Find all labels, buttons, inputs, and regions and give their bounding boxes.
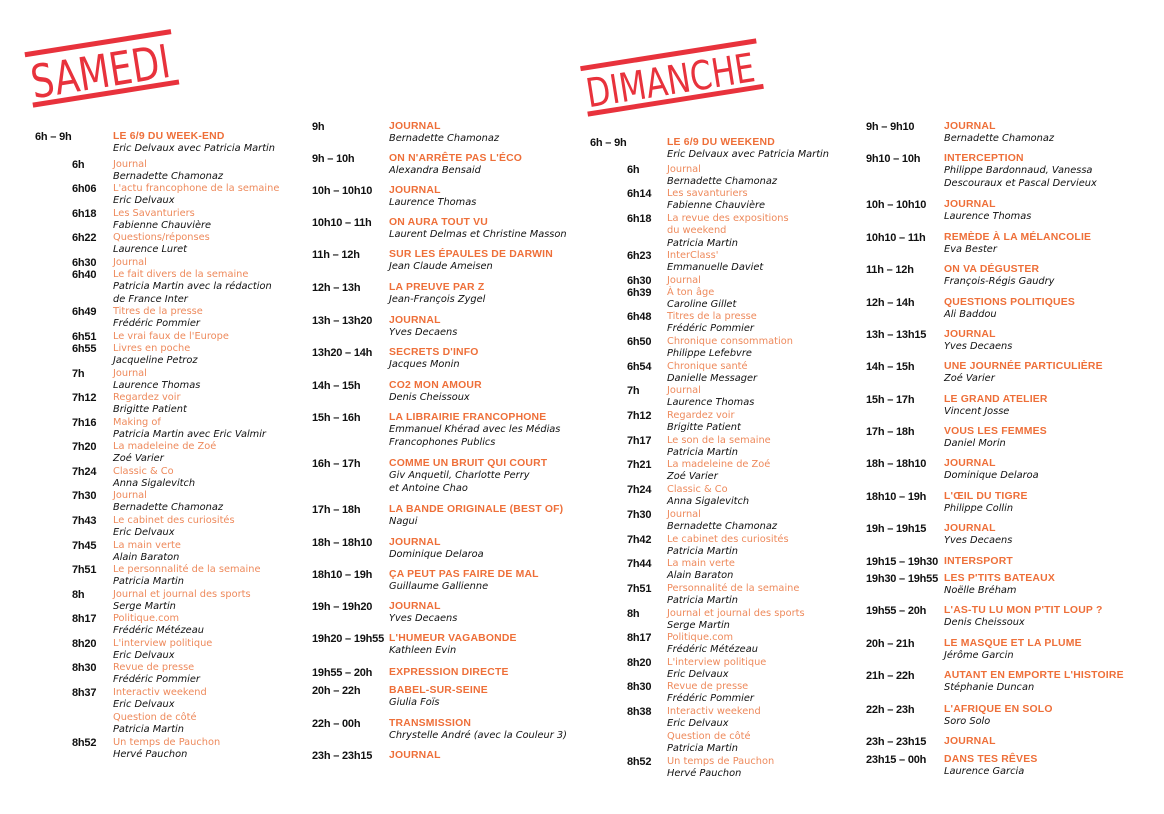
segment-title: Le personnalité de la semaine bbox=[113, 564, 261, 575]
presenter-name: de France Inter bbox=[113, 293, 188, 305]
presenter-name: Zoé Varier bbox=[944, 373, 995, 385]
segment-title: Classic & Co bbox=[667, 484, 728, 495]
program-title: JOURNAL bbox=[389, 315, 441, 326]
segment-title: Regardez voir bbox=[113, 392, 181, 403]
time-label: 7h12 bbox=[72, 392, 97, 404]
time-label: 22h – 23h bbox=[866, 704, 915, 716]
time-label: 7h16 bbox=[72, 417, 97, 429]
time-label: 23h – 23h15 bbox=[312, 750, 373, 762]
presenter-name: Eric Delvaux bbox=[667, 669, 729, 681]
program-title: AUTANT EN EMPORTE L'HISTOIRE bbox=[944, 670, 1124, 681]
time-label: 14h – 15h bbox=[866, 361, 915, 373]
presenter-name: Bernadette Chamonaz bbox=[389, 133, 500, 145]
presenter-name: Eric Delvaux bbox=[113, 527, 175, 539]
time-label: 20h – 21h bbox=[866, 638, 915, 650]
time-label: 8h52 bbox=[627, 756, 652, 768]
segment-title: InterClass' bbox=[667, 250, 719, 261]
segment-title: Question de côté bbox=[113, 711, 197, 723]
time-label: 6h18 bbox=[627, 213, 652, 225]
time-label: 7h30 bbox=[72, 490, 97, 502]
segment-title: Classic & Co bbox=[113, 466, 174, 477]
time-label: 6h22 bbox=[72, 232, 97, 244]
program-title: JOURNAL bbox=[944, 121, 996, 132]
segment-title: La main verte bbox=[113, 540, 181, 551]
segment-title: Le fait divers de la semaine bbox=[113, 269, 249, 280]
presenter-name: Laurent Delmas et Christine Masson bbox=[389, 229, 567, 241]
program-title: INTERCEPTION bbox=[944, 153, 1024, 164]
time-label: 8h bbox=[72, 589, 85, 601]
presenter-name: Anna Sigalevitch bbox=[113, 478, 196, 490]
presenter-name: Yves Decaens bbox=[389, 613, 458, 625]
time-label: 6h39 bbox=[627, 287, 652, 299]
segment-title: Question de côté bbox=[667, 730, 751, 742]
time-label: 10h – 10h10 bbox=[866, 199, 927, 211]
time-label: 19h – 19h20 bbox=[312, 601, 373, 613]
segment-title: L'actu francophone de la semaine bbox=[113, 183, 280, 194]
presenter-name: Philippe Lefebvre bbox=[667, 348, 752, 360]
presenter-name: Yves Decaens bbox=[944, 341, 1013, 353]
segment-title: Un temps de Pauchon bbox=[113, 737, 221, 748]
program-title: LES P'TITS BATEAUX bbox=[944, 573, 1055, 584]
program-title: ÇA PEUT PAS FAIRE DE MAL bbox=[389, 569, 539, 580]
presenter-name: Frédéric Métézeau bbox=[667, 644, 758, 656]
time-label: 19h – 19h15 bbox=[866, 523, 927, 535]
program-title: L'AFRIQUE EN SOLO bbox=[944, 704, 1053, 715]
time-label: 19h55 – 20h bbox=[866, 605, 927, 617]
presenter-name: Patricia Martin bbox=[667, 447, 738, 459]
segment-title: Les savanturiers bbox=[667, 188, 748, 199]
segment-title: L'interview politique bbox=[667, 657, 767, 668]
time-label: 8h bbox=[627, 608, 640, 620]
program-title: JOURNAL bbox=[944, 329, 996, 340]
program-title: JOURNAL bbox=[389, 601, 441, 612]
presenter-name: Jean Claude Ameisen bbox=[389, 261, 493, 273]
presenter-name: Alexandra Bensaid bbox=[389, 165, 481, 177]
segment-title: Titres de la presse bbox=[113, 306, 203, 317]
segment-title: Politique.com bbox=[113, 613, 180, 624]
time-label: 6h49 bbox=[72, 306, 97, 318]
program-title: ON AURA TOUT VU bbox=[389, 217, 489, 228]
presenter-name: Denis Cheissoux bbox=[944, 617, 1025, 629]
presenter-name: Patricia Martin bbox=[667, 237, 738, 249]
segment-title: Journal bbox=[667, 509, 701, 520]
time-label: 7h bbox=[72, 368, 85, 380]
time-label: 7h12 bbox=[627, 410, 652, 422]
time-label: 12h – 13h bbox=[312, 282, 361, 294]
presenter-name: Bernadette Chamonaz bbox=[113, 502, 224, 514]
time-label: 8h52 bbox=[72, 737, 97, 749]
segment-title: Les Savanturiers bbox=[113, 208, 195, 219]
segment-title: Journal bbox=[113, 490, 147, 501]
presenter-name: Fabienne Chauvière bbox=[667, 200, 766, 212]
presenter-name: Dominique Delaroa bbox=[389, 549, 484, 561]
program-title: UNE JOURNÉE PARTICULIÈRE bbox=[944, 361, 1103, 372]
time-label: 7h21 bbox=[627, 459, 652, 471]
segment-title: Journal bbox=[113, 159, 147, 170]
time-label: 18h – 18h10 bbox=[866, 458, 927, 470]
presenter-name: Bernadette Chamonaz bbox=[944, 133, 1055, 145]
time-label: 17h – 18h bbox=[866, 426, 915, 438]
segment-title: Interactiv weekend bbox=[113, 687, 207, 698]
program-title: DANS TES RÊVES bbox=[944, 754, 1038, 765]
presenter-name: Daniel Morin bbox=[944, 438, 1006, 450]
program-title: LE 6/9 DU WEEKEND bbox=[667, 137, 775, 148]
program-title: SECRETS D'INFO bbox=[389, 347, 479, 358]
segment-title: Journal et journal des sports bbox=[667, 608, 805, 619]
presenter-name: Patricia Martin avec la rédaction bbox=[113, 281, 272, 293]
time-label: 20h – 22h bbox=[312, 685, 361, 697]
presenter-name: Chrystelle André (avec la Couleur 3) bbox=[389, 730, 567, 742]
presenter-name: Fabienne Chauvière bbox=[113, 220, 212, 232]
time-label: 6h06 bbox=[72, 183, 97, 195]
segment-title: Journal bbox=[113, 257, 147, 268]
presenter-name: Laurence Thomas bbox=[944, 211, 1032, 223]
program-title: JOURNAL bbox=[389, 750, 441, 761]
presenter-name: Zoé Varier bbox=[113, 453, 164, 465]
presenter-name: Ali Baddou bbox=[944, 309, 997, 321]
program-title: JOURNAL bbox=[944, 199, 996, 210]
presenter-name: Frédéric Pommier bbox=[113, 674, 200, 686]
time-label: 13h – 13h20 bbox=[312, 315, 373, 327]
time-label: 9h – 10h bbox=[312, 153, 355, 165]
presenter-name: Patricia Martin avec Eric Valmir bbox=[113, 429, 266, 441]
presenter-name: Nagui bbox=[389, 516, 418, 528]
program-title: LA BANDE ORIGINALE (BEST OF) bbox=[389, 504, 564, 515]
time-label: 6h23 bbox=[627, 250, 652, 262]
program-title: LA PREUVE PAR Z bbox=[389, 282, 485, 293]
time-label: 6h50 bbox=[627, 336, 652, 348]
program-title: ON VA DÉGUSTER bbox=[944, 264, 1040, 275]
presenter-name: Serge Martin bbox=[113, 601, 176, 613]
presenter-name: Yves Decaens bbox=[389, 327, 458, 339]
time-label: 16h – 17h bbox=[312, 458, 361, 470]
time-label: 6h48 bbox=[627, 311, 652, 323]
segment-title: Journal bbox=[667, 164, 701, 175]
segment-title: Interactiv weekend bbox=[667, 706, 761, 717]
presenter-name: Bernadette Chamonaz bbox=[667, 176, 778, 188]
time-label: 22h – 00h bbox=[312, 718, 361, 730]
time-label: 7h30 bbox=[627, 509, 652, 521]
presenter-name: Jacqueline Petroz bbox=[113, 355, 198, 367]
presenter-name: Patricia Martin bbox=[667, 742, 738, 754]
program-title: CO2 MON AMOUR bbox=[389, 380, 482, 391]
presenter-name: Frédéric Pommier bbox=[667, 323, 754, 335]
presenter-name: Bernadette Chamonaz bbox=[667, 521, 778, 533]
presenter-name: Hervé Pauchon bbox=[113, 749, 188, 761]
time-label: 9h10 – 10h bbox=[866, 153, 921, 165]
segment-title: La madeleine de Zoé bbox=[667, 459, 771, 470]
time-label: 6h – 9h bbox=[590, 137, 627, 149]
time-label: 8h17 bbox=[627, 632, 652, 644]
segment-title: Le vrai faux de l'Europe bbox=[113, 331, 229, 342]
program-title: L'ŒIL DU TIGRE bbox=[944, 491, 1028, 502]
presenter-name: Guillaume Gallienne bbox=[389, 581, 489, 593]
presenter-name: Philippe Bardonnaud, Vanessa bbox=[944, 165, 1093, 177]
presenter-name: Yves Decaens bbox=[944, 535, 1013, 547]
time-label: 7h bbox=[627, 385, 640, 397]
presenter-name: Frédéric Pommier bbox=[113, 318, 200, 330]
presenter-name: Francophones Publics bbox=[389, 436, 496, 448]
presenter-name: Patricia Martin bbox=[113, 576, 184, 588]
segment-title: Politique.com bbox=[667, 632, 734, 643]
time-label: 6h30 bbox=[627, 275, 652, 287]
presenter-name: Danielle Messager bbox=[667, 373, 758, 385]
dimanche-title: DIMANCHE bbox=[583, 37, 806, 118]
time-label: 7h24 bbox=[72, 466, 97, 478]
time-label: 8h37 bbox=[72, 687, 97, 699]
time-label: 19h15 – 19h30 bbox=[866, 556, 939, 568]
program-title: JOURNAL bbox=[944, 458, 996, 469]
program-title: JOURNAL bbox=[944, 523, 996, 534]
time-label: 18h10 – 19h bbox=[312, 569, 373, 581]
time-label: 17h – 18h bbox=[312, 504, 361, 516]
segment-title: Titres de la presse bbox=[667, 311, 757, 322]
presenter-name: Laurence Thomas bbox=[389, 197, 477, 209]
time-label: 7h51 bbox=[627, 583, 652, 595]
dimanche-logo bbox=[583, 30, 806, 130]
time-label: 8h30 bbox=[72, 662, 97, 674]
segment-title: Personnalité de la semaine bbox=[667, 583, 800, 594]
presenter-name: Brigitte Patient bbox=[113, 404, 187, 416]
time-label: 6h14 bbox=[627, 188, 652, 200]
segment-title: La madeleine de Zoé bbox=[113, 441, 217, 452]
time-label: 9h bbox=[312, 121, 325, 133]
time-label: 7h44 bbox=[627, 558, 652, 570]
time-label: 8h30 bbox=[627, 681, 652, 693]
time-label: 7h24 bbox=[627, 484, 652, 496]
time-label: 10h10 – 11h bbox=[866, 232, 926, 244]
program-title: LA LIBRAIRIE FRANCOPHONE bbox=[389, 412, 547, 423]
program-title: L'AS-TU LU MON P'TIT LOUP ? bbox=[944, 605, 1103, 616]
program-title: QUESTIONS POLITIQUES bbox=[944, 297, 1076, 308]
time-label: 6h55 bbox=[72, 343, 97, 355]
presenter-name: Eric Delvaux avec Patricia Martin bbox=[667, 149, 829, 161]
segment-title: Un temps de Pauchon bbox=[667, 756, 775, 767]
presenter-name: Zoé Varier bbox=[667, 471, 718, 483]
segment-title: Journal bbox=[667, 385, 701, 396]
presenter-name: Eric Delvaux bbox=[667, 718, 729, 730]
presenter-name: Eva Bester bbox=[944, 244, 997, 256]
time-label: 11h – 12h bbox=[866, 264, 914, 276]
time-label: 18h – 18h10 bbox=[312, 537, 373, 549]
program-title: SUR LES ÉPAULES DE DARWIN bbox=[389, 249, 553, 260]
time-label: 7h42 bbox=[627, 534, 652, 546]
segment-title: Journal et journal des sports bbox=[113, 589, 251, 600]
segment-title: Journal bbox=[113, 368, 147, 379]
segment-title: Le cabinet des curiosités bbox=[113, 515, 235, 526]
presenter-name: Hervé Pauchon bbox=[667, 768, 742, 780]
presenter-name: Emmanuel Khérad avec les Médias bbox=[389, 424, 561, 436]
time-label: 6h30 bbox=[72, 257, 97, 269]
program-title: L'HUMEUR VAGABONDE bbox=[389, 633, 517, 644]
time-label: 7h20 bbox=[72, 441, 97, 453]
time-label: 15h – 16h bbox=[312, 412, 361, 424]
presenter-name: Caroline Gillet bbox=[667, 299, 737, 311]
segment-title: Livres en poche bbox=[113, 343, 191, 354]
time-label: 8h38 bbox=[627, 706, 652, 718]
time-label: 19h20 – 19h55 bbox=[312, 633, 385, 645]
presenter-name: Giulia Foïs bbox=[389, 697, 440, 709]
presenter-name: Dominique Delaroa bbox=[944, 470, 1039, 482]
presenter-name: Serge Martin bbox=[667, 620, 730, 632]
time-label: 23h – 23h15 bbox=[866, 736, 927, 748]
program-title: JOURNAL bbox=[389, 537, 441, 548]
segment-title: Regardez voir bbox=[667, 410, 735, 421]
time-label: 11h – 12h bbox=[312, 249, 360, 261]
segment-title: Le cabinet des curiosités bbox=[667, 534, 789, 545]
presenter-name: Stéphanie Duncan bbox=[944, 682, 1035, 694]
time-label: 6h – 9h bbox=[35, 131, 72, 143]
time-label: 7h43 bbox=[72, 515, 97, 527]
presenter-name: Laurence Thomas bbox=[667, 397, 755, 409]
presenter-name: Laurence Luret bbox=[113, 244, 188, 256]
presenter-name: Laurence Thomas bbox=[113, 380, 201, 392]
presenter-name: Patricia Martin bbox=[667, 546, 738, 558]
program-title: JOURNAL bbox=[944, 736, 996, 747]
time-label: 21h – 22h bbox=[866, 670, 915, 682]
time-label: 15h – 17h bbox=[866, 394, 915, 406]
presenter-name: Jérôme Garcin bbox=[944, 650, 1014, 662]
program-title: VOUS LES FEMMES bbox=[944, 426, 1047, 437]
segment-title: Chronique consommation bbox=[667, 336, 793, 347]
time-label: 7h45 bbox=[72, 540, 97, 552]
time-label: 9h – 9h10 bbox=[866, 121, 915, 133]
program-title: BABEL-SUR-SEINE bbox=[389, 685, 488, 696]
segment-title: Revue de presse bbox=[667, 681, 749, 692]
presenter-name: Denis Cheissoux bbox=[389, 392, 470, 404]
segment-title: Revue de presse bbox=[113, 662, 195, 673]
presenter-name: Emmanuelle Daviet bbox=[667, 262, 764, 274]
program-title: LE GRAND ATELIER bbox=[944, 394, 1048, 405]
presenter-name: Eric Delvaux bbox=[113, 195, 175, 207]
presenter-name: Frédéric Pommier bbox=[667, 693, 754, 705]
segment-title: Making of bbox=[113, 417, 161, 428]
presenter-name: Descouraux et Pascal Dervieux bbox=[944, 177, 1097, 189]
time-label: 13h20 – 14h bbox=[312, 347, 373, 359]
time-label: 10h – 10h10 bbox=[312, 185, 373, 197]
program-title: LE 6/9 DU WEEK-END bbox=[113, 131, 225, 142]
time-label: 18h10 – 19h bbox=[866, 491, 927, 503]
presenter-name: Jean-François Zygel bbox=[389, 294, 486, 306]
presenter-name: Philippe Collin bbox=[944, 503, 1014, 515]
program-title: EXPRESSION DIRECTE bbox=[389, 667, 509, 678]
presenter-name: Giv Anquetil, Charlotte Perry bbox=[389, 470, 530, 482]
presenter-name: Eric Delvaux bbox=[113, 699, 175, 711]
presenter-name: Brigitte Patient bbox=[667, 422, 741, 434]
presenter-name: Patricia Martin bbox=[667, 595, 738, 607]
samedi-logo bbox=[27, 27, 213, 125]
time-label: 6h bbox=[72, 159, 85, 171]
samedi-title: SAMEDI bbox=[27, 27, 213, 110]
segment-title: Le son de la semaine bbox=[667, 435, 771, 446]
segment-title: Questions/réponses bbox=[113, 232, 210, 243]
time-label: 6h18 bbox=[72, 208, 97, 220]
presenter-name: Noëlle Bréham bbox=[944, 585, 1017, 597]
program-title: ON N'ARRÊTE PAS L'ÉCO bbox=[389, 153, 523, 164]
presenter-name: Kathleen Evin bbox=[389, 645, 457, 657]
program-title: JOURNAL bbox=[389, 185, 441, 196]
time-label: 13h – 13h15 bbox=[866, 329, 927, 341]
time-label: 8h20 bbox=[72, 638, 97, 650]
presenter-name: Vincent Josse bbox=[944, 406, 1010, 418]
presenter-name: Anna Sigalevitch bbox=[667, 496, 750, 508]
program-title: JOURNAL bbox=[389, 121, 441, 132]
presenter-name: Jacques Monin bbox=[389, 359, 460, 371]
segment-title: La revue des expositions bbox=[667, 213, 789, 224]
presenter-name: Bernadette Chamonaz bbox=[113, 171, 224, 183]
program-title: REMÈDE À LA MÉLANCOLIE bbox=[944, 232, 1092, 243]
time-label: 10h10 – 11h bbox=[312, 217, 372, 229]
time-label: 8h20 bbox=[627, 657, 652, 669]
presenter-name: François-Régis Gaudry bbox=[944, 276, 1055, 288]
presenter-name: Frédéric Métézeau bbox=[113, 625, 204, 637]
segment-title: Chronique santé bbox=[667, 361, 748, 372]
segment-title: La main verte bbox=[667, 558, 735, 569]
time-label: 6h40 bbox=[72, 269, 97, 281]
presenter-name: Laurence Garcia bbox=[944, 766, 1025, 778]
time-label: 8h17 bbox=[72, 613, 97, 625]
segment-title: L'interview politique bbox=[113, 638, 213, 649]
program-title: COMME UN BRUIT QUI COURT bbox=[389, 458, 548, 469]
time-label: 6h bbox=[627, 164, 640, 176]
time-label: 19h55 – 20h bbox=[312, 667, 373, 679]
presenter-name: Eric Delvaux avec Patricia Martin bbox=[113, 143, 275, 155]
program-title: LE MASQUE ET LA PLUME bbox=[944, 638, 1082, 649]
presenter-name: et Antoine Chao bbox=[389, 482, 468, 494]
program-title: TRANSMISSION bbox=[389, 718, 472, 729]
presenter-name: Eric Delvaux bbox=[113, 650, 175, 662]
time-label: 12h – 14h bbox=[866, 297, 915, 309]
presenter-name: Patricia Martin bbox=[113, 723, 184, 735]
segment-title: Journal bbox=[667, 275, 701, 286]
time-label: 23h15 – 00h bbox=[866, 754, 927, 766]
time-label: 7h51 bbox=[72, 564, 97, 576]
presenter-name: Soro Solo bbox=[944, 716, 991, 728]
time-label: 7h17 bbox=[627, 435, 652, 447]
segment-title: du weekend bbox=[667, 225, 727, 237]
time-label: 6h54 bbox=[627, 361, 652, 373]
time-label: 14h – 15h bbox=[312, 380, 361, 392]
segment-title: À ton âge bbox=[667, 287, 715, 298]
time-label: 19h30 – 19h55 bbox=[866, 573, 939, 585]
presenter-name: Alain Baraton bbox=[113, 552, 180, 564]
program-title: INTERSPORT bbox=[944, 556, 1013, 567]
presenter-name: Alain Baraton bbox=[667, 570, 734, 582]
time-label: 6h51 bbox=[72, 331, 97, 343]
